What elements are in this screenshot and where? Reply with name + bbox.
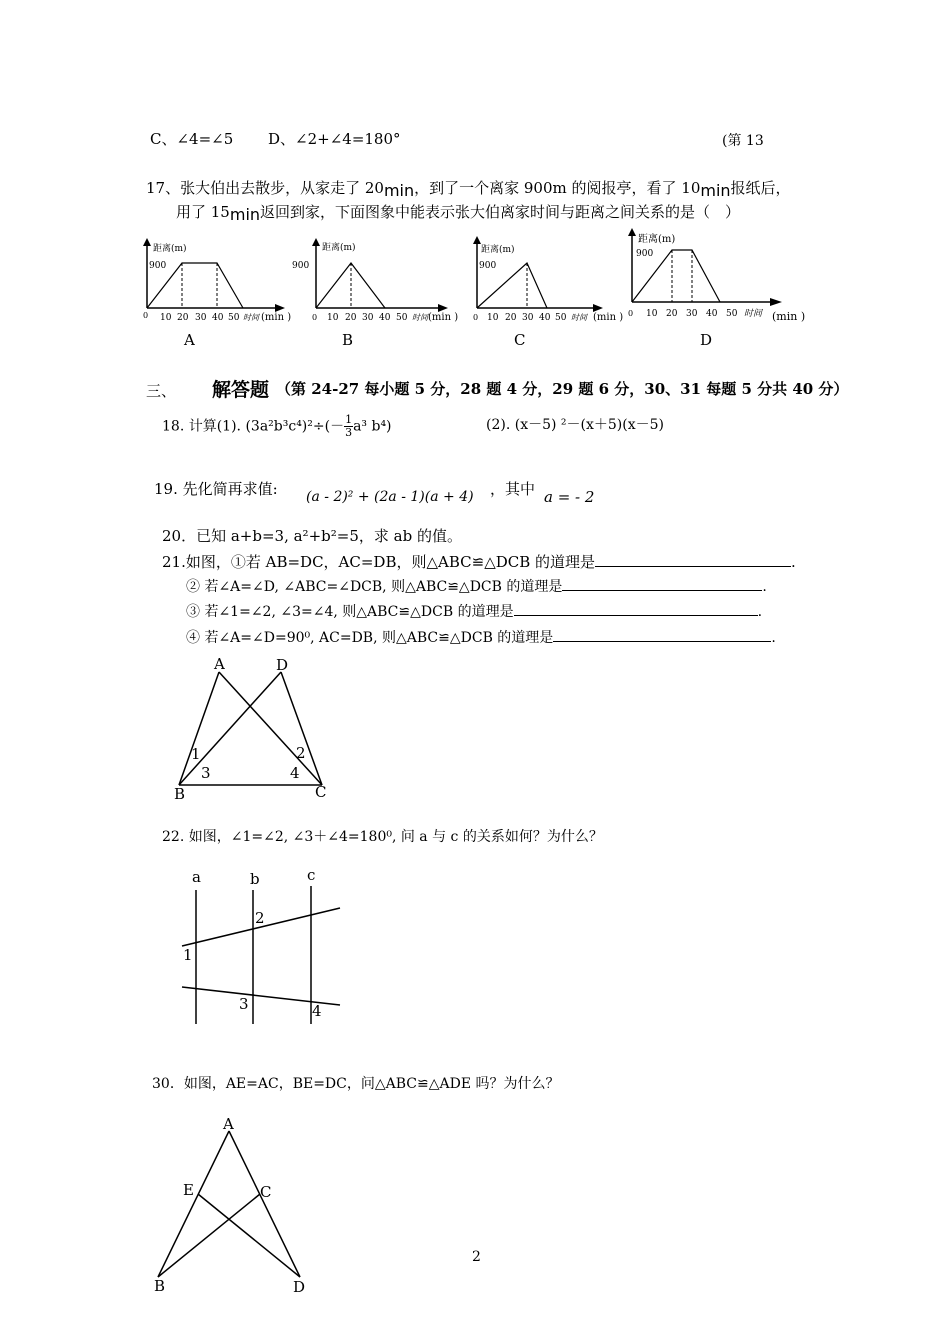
svg-text:(min ): (min ) — [428, 312, 459, 323]
svg-text:50: 50 — [555, 313, 567, 323]
q16-option-d: D、∠2+∠4=180° — [268, 130, 401, 148]
point-c: C — [260, 1183, 272, 1201]
svg-text:0: 0 — [473, 313, 479, 322]
svg-text:20: 20 — [666, 309, 678, 319]
svg-text:0: 0 — [312, 313, 318, 322]
svg-text:50: 50 — [726, 309, 738, 319]
point-d: D — [276, 656, 289, 674]
section-note: （第 24-27 每小题 5 分，28 题 4 分，29 题 6 分，30、31 每题 5 分共 40 分） — [276, 380, 849, 398]
graph-b — [292, 238, 465, 328]
svg-text:30: 30 — [522, 313, 534, 323]
svg-text:0: 0 — [628, 309, 634, 318]
svg-text:900: 900 — [636, 249, 654, 259]
option-label-d: D — [700, 331, 713, 349]
option-label-b: B — [342, 331, 354, 349]
line-a-label: a — [192, 868, 201, 886]
svg-text:(min ): (min ) — [261, 312, 292, 323]
svg-text:20: 20 — [177, 313, 189, 323]
q18-part2: (2). (x－5) ²－(x＋5)(x－5) — [486, 417, 664, 433]
angle-1: 1 — [183, 946, 193, 964]
point-c: C — [315, 783, 327, 801]
svg-text:0: 0 — [143, 311, 149, 320]
graph-c — [463, 238, 628, 328]
point-e: E — [183, 1181, 194, 1199]
graph-d — [622, 228, 812, 328]
y-label: 距离(m) — [153, 244, 187, 254]
line-b-label: b — [250, 870, 260, 888]
q19-label: 19. 先化简再求值: — [154, 480, 278, 498]
figure-q21-triangles — [170, 652, 340, 804]
point-b: B — [174, 785, 186, 803]
svg-text:30: 30 — [195, 313, 207, 323]
fraction-one-third: $\frac{1}{3}$ — [345, 413, 353, 439]
line-c-label: c — [307, 866, 316, 884]
point-d: D — [293, 1278, 306, 1296]
figure-q22-lines — [170, 866, 350, 1031]
svg-text:20: 20 — [505, 313, 517, 323]
q18: 18. 计算(1). (3a²b³c⁴)²÷(－ $\frac{1}{3}$ a³ b⁴) — [162, 413, 392, 439]
point-a: A — [214, 655, 225, 673]
q17-line2: 用了 15min返回到家，下面图象中能表示张大伯离家时间与距离之间关系的是（ ） — [176, 203, 741, 224]
figure-q30-triangles — [150, 1112, 320, 1296]
svg-text:距离(m): 距离(m) — [481, 245, 515, 255]
svg-text:50: 50 — [228, 313, 240, 323]
svg-text:(min ): (min ) — [593, 312, 624, 323]
svg-text:时间: 时间 — [243, 313, 259, 322]
q21-line2: ② 若∠A=∠D, ∠ABC=∠DCB, 则△ABC≌△DCB 的道理是 . — [186, 576, 767, 596]
svg-text:20: 20 — [345, 313, 357, 323]
svg-text:距离(m): 距离(m) — [638, 234, 676, 245]
q17-line1: 17、张大伯出去散步，从家走了 20min，到了一个离家 900m 的阅报亭，看了 10min报纸后， — [146, 179, 791, 200]
svg-text:40: 40 — [539, 313, 551, 323]
svg-text:时间: 时间 — [744, 309, 763, 319]
option-label-a: A — [184, 331, 195, 349]
svg-text:(min ): (min ) — [772, 310, 806, 323]
svg-text:50: 50 — [396, 313, 408, 323]
svg-text:900: 900 — [479, 261, 497, 271]
q19-condition: a = - 2 — [544, 488, 595, 506]
svg-text:900: 900 — [292, 261, 310, 271]
angle-3: 3 — [239, 995, 249, 1013]
svg-text:40: 40 — [706, 309, 718, 319]
svg-text:40: 40 — [379, 313, 391, 323]
svg-text:10: 10 — [487, 313, 499, 323]
svg-text:40: 40 — [212, 313, 224, 323]
q21-line4: ④ 若∠A=∠D=90⁰, AC=DB, 则△ABC≌△DCB 的道理是 . — [186, 627, 776, 647]
angle-2: 2 — [296, 744, 306, 762]
q21-line3: ③ 若∠1=∠2, ∠3=∠4, 则△ABC≌△DCB 的道理是 . — [186, 601, 762, 621]
option-label-c: C — [514, 331, 526, 349]
q19-where: ，其中 — [490, 480, 536, 498]
point-a: A — [223, 1115, 234, 1133]
section-title: 解答题 — [212, 379, 270, 401]
svg-text:时间: 时间 — [571, 313, 587, 322]
svg-text:30: 30 — [362, 313, 374, 323]
q20: 20．已知 a+b=3, a²+b²=5，求 ab 的值。 — [162, 527, 462, 545]
point-b: B — [154, 1277, 166, 1295]
svg-text:10: 10 — [327, 313, 339, 323]
q21-line1: 21.如图，①若 AB=DC，AC=DB，则△ABC≌△DCB 的道理是 . — [162, 553, 796, 571]
angle-4: 4 — [312, 1002, 322, 1020]
svg-text:10: 10 — [646, 309, 658, 319]
angle-2: 2 — [255, 909, 265, 927]
angle-4: 4 — [290, 764, 300, 782]
angle-3: 3 — [201, 764, 211, 782]
page-number: 2 — [472, 1249, 481, 1265]
section-number: 三、 — [146, 382, 177, 400]
angle-1: 1 — [191, 745, 201, 763]
q16-option-c: C、∠4=∠5 — [150, 130, 234, 148]
figure-reference-note: (第 13 — [722, 133, 764, 149]
q19-expression: (a - 2)² + (2a - 1)(a + 4) — [306, 489, 474, 505]
q22: 22. 如图，∠1=∠2, ∠3＋∠4=180⁰, 问 a 与 c 的关系如何？为什么？ — [162, 829, 603, 845]
graph-a — [135, 238, 300, 328]
svg-text:距离(m): 距离(m) — [322, 243, 356, 253]
q30: 30．如图，AE=AC，BE=DC，问△ABC≌△ADE 吗？为什么？ — [152, 1076, 560, 1092]
svg-text:10: 10 — [160, 313, 172, 323]
svg-text:30: 30 — [686, 309, 698, 319]
y-tick-900: 900 — [149, 261, 167, 271]
svg-text:时间: 时间 — [412, 313, 428, 322]
